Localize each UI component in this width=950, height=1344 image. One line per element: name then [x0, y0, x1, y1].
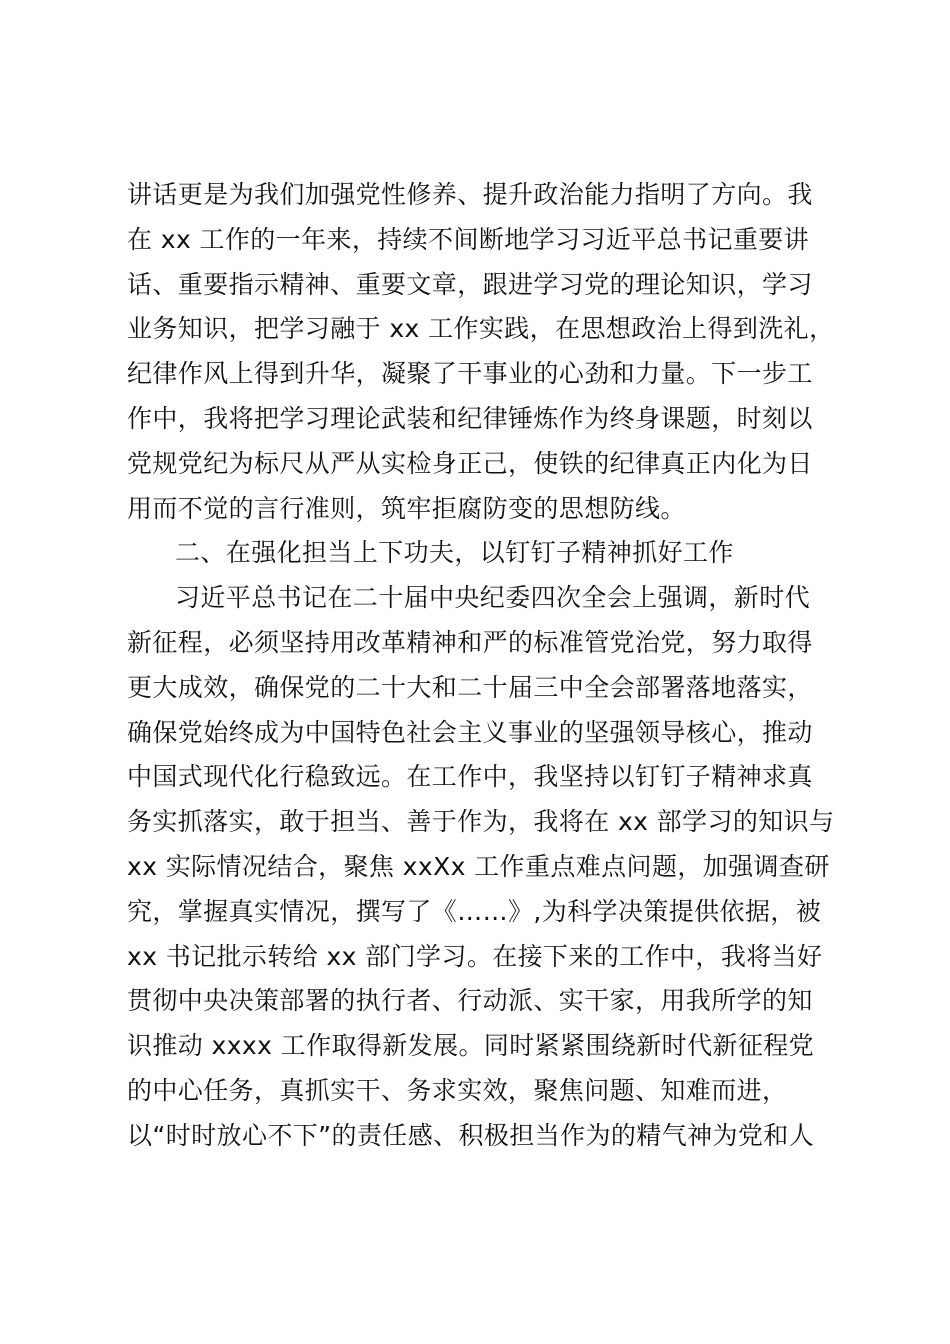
body-text: [127, 173, 837, 1159]
text-line: 在 xx 工作的一年来，持续不间断地学习习近平总书记重要讲: [127, 224, 810, 254]
text-line: 作中，我将把学习理论武装和纪律锤炼作为终身课题，时刻以: [127, 403, 813, 433]
text-line: 话、重要指示精神、重要文章，跟进学习党的理论知识，学习: [127, 269, 813, 299]
text-line: 习近平总书记在二十届中央纪委四次全会上强调，新时代: [175, 583, 811, 613]
text-line: 纪律作风上得到升华，凝聚了干事业的心劲和力量。下一步工: [127, 359, 813, 389]
text-line: 中国式现代化行稳致远。在工作中，我坚持以钉钉子精神求真: [127, 762, 813, 792]
text-line: 以“时时放心不下”的责任感、积极担当作为的精气神为党和人: [127, 1120, 815, 1150]
text-line: 党规党纪为标尺从严从实检身正己，使铁的纪律真正内化为日: [127, 448, 813, 478]
text-line: 确保党始终成为中国特色社会主义事业的坚强领导核心，推动: [127, 717, 813, 747]
text-line: 新征程，必须坚持用改革精神和严的标准管党治党，努力取得: [127, 627, 813, 657]
text-line: 用而不觉的言行准则，筑牢拒腐防变的思想防线。: [127, 493, 686, 523]
text-line: xx 实际情况结合，聚焦 xxXx 工作重点难点问题，加强调查研: [127, 851, 830, 881]
text-line: 贯彻中央决策部署的执行者、行动派、实干家，用我所学的知: [127, 986, 813, 1016]
text-line: xx 书记批示转给 xx 部门学习。在接下来的工作中，我将当好: [127, 941, 823, 971]
text-line: 业务知识，把学习融于 xx 工作实践，在思想政治上得到洗礼，: [127, 314, 835, 344]
text-line: 的中心任务，真抓实干、务求实效，聚焦问题、知难而进，: [127, 1075, 788, 1105]
text-line: 更大成效，确保党的二十大和二十届三中全会部署落地落实，: [127, 672, 813, 702]
section-heading: 二、在强化担当上下功夫，以钉钉子精神抓好工作: [175, 538, 734, 568]
text-line: 识推动 xxxx 工作取得新发展。同时紧紧围绕新时代新征程党: [127, 1031, 815, 1061]
text-line: 究，掌握真实情况，撰写了《……》,为科学决策提供依据，被: [127, 896, 822, 926]
text-line: 务实抓落实，敢于担当、善于作为，我将在 xx 部学习的知识与: [127, 807, 835, 837]
text-line: 讲话更是为我们加强党性修养、提升政治能力指明了方向。我: [127, 180, 813, 209]
